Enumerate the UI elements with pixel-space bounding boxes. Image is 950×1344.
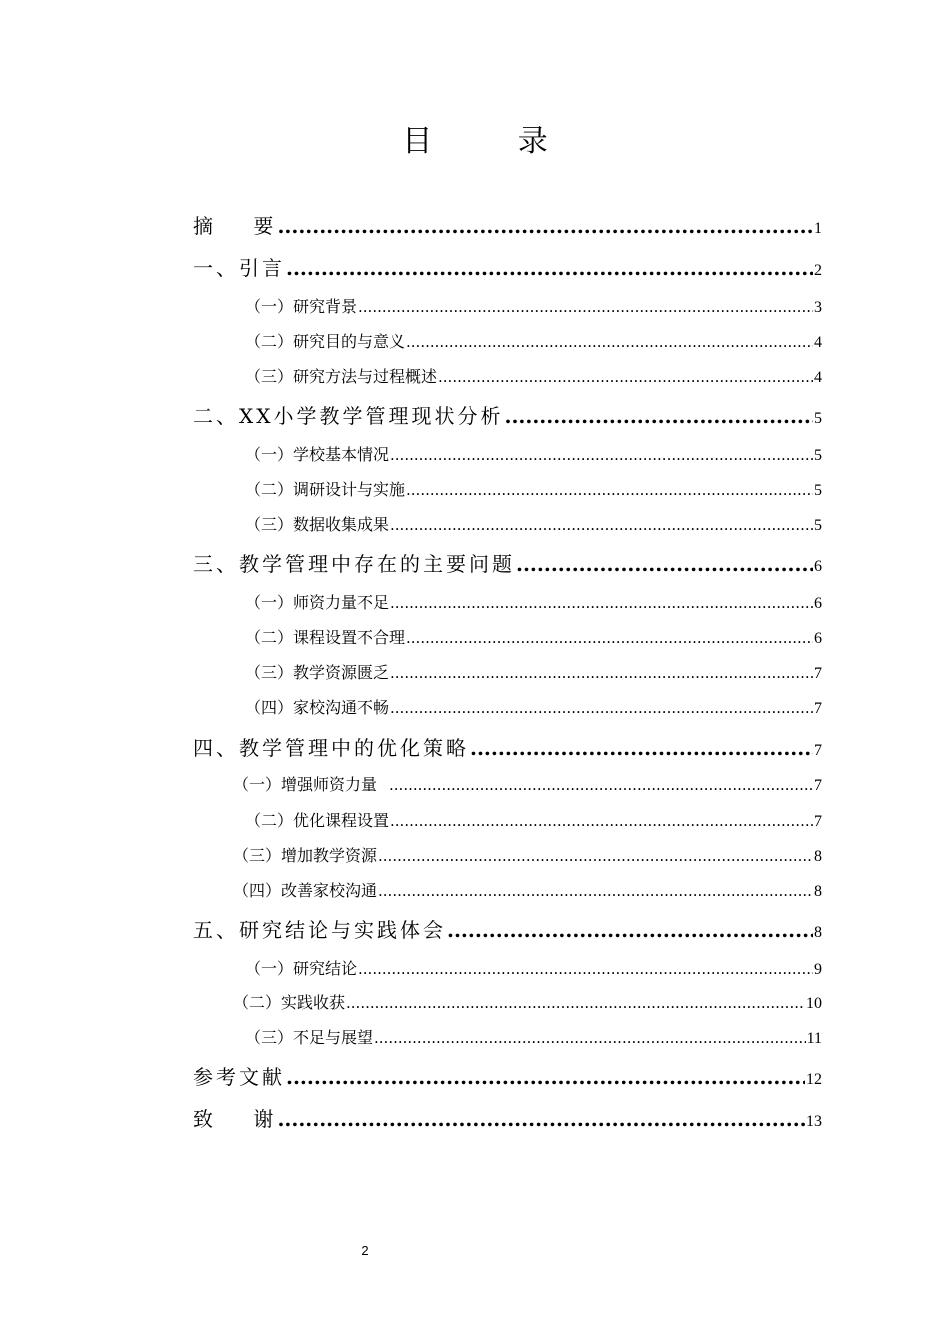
toc-entry-section[interactable] [233, 772, 822, 795]
toc-entry-page: 7 [814, 813, 822, 830]
toc-entry-section[interactable] [245, 512, 822, 535]
toc-entry-label: （四）家校沟通不畅 [245, 698, 390, 717]
toc-entry-section[interactable] [245, 442, 822, 465]
toc-entry-section[interactable] [245, 808, 822, 831]
toc-entry-references[interactable] [193, 1061, 822, 1090]
toc-entry-label: （一）研究结论 [245, 959, 358, 978]
toc-entry-label: （三）不足与展望 [245, 1028, 374, 1047]
dot-leader [358, 960, 813, 978]
dot-leader [406, 333, 813, 351]
toc-entry-label: （二）调研设计与实施 [245, 480, 406, 499]
dot-leader [406, 629, 813, 647]
dot-leader [390, 812, 813, 830]
dot-leader [390, 516, 813, 534]
toc-entry-page: 13 [806, 1113, 822, 1130]
dot-leader [358, 298, 813, 316]
dot-leader [390, 446, 813, 464]
toc-entry-section[interactable] [245, 590, 822, 613]
dot-leader [378, 882, 813, 900]
toc-entry-label: （三）数据收集成果 [245, 515, 390, 534]
toc-entry-page: 12 [806, 1071, 822, 1088]
toc-entry-section[interactable] [245, 1025, 822, 1048]
toc-entry-label: 三、教学管理中存在的主要问题 [193, 552, 515, 576]
toc-entry-page: 1 [814, 220, 822, 237]
toc-entry-page: 6 [814, 595, 822, 612]
toc-entry-label: （一）增强师资力量 [233, 775, 378, 794]
toc-entry-page: 7 [814, 665, 822, 682]
toc-entry-label: （二）课程设置不合理 [245, 628, 406, 647]
toc-entry-label: （三）教学资源匮乏 [245, 663, 390, 682]
toc-entry-page: 5 [814, 447, 822, 464]
toc-entry-label: 参考文献 [193, 1065, 285, 1089]
toc-entry-label: （一）师资力量不足 [245, 593, 390, 612]
toc-entry-label: 四、教学管理中的优化策略 [193, 736, 469, 760]
dot-leader [286, 256, 813, 280]
toc-entry-label: （二）优化课程设置 [245, 811, 390, 830]
dot-leader [277, 214, 813, 238]
toc-entry-label: （二）研究目的与意义 [245, 332, 406, 351]
toc-entry-page: 8 [814, 924, 822, 941]
toc-entry-label: （一）学校基本情况 [245, 445, 390, 464]
dot-leader [390, 664, 813, 682]
toc-entry-page: 6 [814, 630, 822, 647]
toc-entry-page: 7 [814, 777, 822, 794]
toc-entry-page: 11 [806, 1030, 822, 1047]
toc-title: 目 录 [402, 124, 586, 159]
toc-entry-page: 7 [814, 742, 822, 759]
toc-entry-section[interactable] [245, 294, 822, 317]
dot-leader [447, 918, 813, 942]
toc-entry-chapter-1[interactable] [193, 252, 822, 281]
toc-entry-section[interactable] [233, 990, 822, 1013]
toc-entry-abstract[interactable] [193, 210, 822, 239]
toc-entry-section[interactable] [245, 329, 822, 352]
toc-entry-label: （三）研究方法与过程概述 [245, 367, 438, 386]
toc-entry-page: 5 [814, 410, 822, 427]
dot-leader [346, 994, 805, 1012]
toc-entry-section[interactable] [245, 364, 822, 387]
toc-entry-page: 6 [814, 558, 822, 575]
toc-entry-page: 3 [814, 299, 822, 316]
dot-leader [374, 1029, 806, 1047]
dot-leader [378, 847, 813, 865]
toc-entry-page: 8 [814, 883, 822, 900]
toc-entry-label: 致 谢 [193, 1107, 277, 1131]
toc-entry-page: 5 [814, 482, 822, 499]
toc-entry-label: （四）改善家校沟通 [233, 881, 378, 900]
toc-entry-chapter-5[interactable] [193, 914, 822, 943]
dot-leader [277, 1107, 805, 1131]
toc-entry-acknowledgements[interactable] [193, 1103, 822, 1132]
toc-entry-section[interactable] [245, 660, 822, 683]
toc-entry-label: 一、引言 [193, 256, 285, 280]
toc-entry-section[interactable] [245, 956, 822, 979]
toc-entry-chapter-4[interactable] [193, 732, 822, 761]
dot-leader [389, 776, 813, 794]
toc-entry-label: 二、XX小学教学管理现状分析 [193, 404, 504, 428]
toc-entry-page: 4 [814, 369, 822, 386]
toc-entry-label: （一）研究背景 [245, 297, 358, 316]
toc-entry-section[interactable] [233, 878, 822, 901]
toc-entry-section[interactable] [245, 477, 822, 500]
toc-entry-label: （三）增加教学资源 [233, 846, 378, 865]
toc-entry-chapter-3[interactable] [193, 548, 822, 577]
toc-entry-page: 7 [814, 700, 822, 717]
toc-entry-page: 2 [814, 262, 822, 279]
dot-leader [504, 404, 813, 428]
dot-leader [516, 552, 813, 576]
page-number: 2 [361, 1243, 369, 1258]
toc-entry-page: 9 [814, 961, 822, 978]
dot-leader [438, 368, 813, 386]
toc-entry-page: 8 [814, 848, 822, 865]
dot-leader [406, 481, 813, 499]
toc-entry-section[interactable] [245, 625, 822, 648]
toc-entry-page: 5 [814, 517, 822, 534]
toc-entry-label: 五、研究结论与实践体会 [193, 918, 446, 942]
dot-leader [470, 736, 813, 760]
dot-leader [390, 699, 813, 717]
dot-leader [286, 1065, 805, 1089]
toc-entry-label: （二）实践收获 [233, 993, 346, 1012]
toc-entry-section[interactable] [245, 695, 822, 718]
toc-entry-section[interactable] [233, 843, 822, 866]
dot-leader [390, 594, 813, 612]
toc-entry-page: 4 [814, 334, 822, 351]
toc-entry-label: 摘 要 [193, 214, 277, 238]
toc-entry-page: 10 [806, 995, 822, 1012]
toc-entry-chapter-2[interactable] [193, 400, 822, 429]
